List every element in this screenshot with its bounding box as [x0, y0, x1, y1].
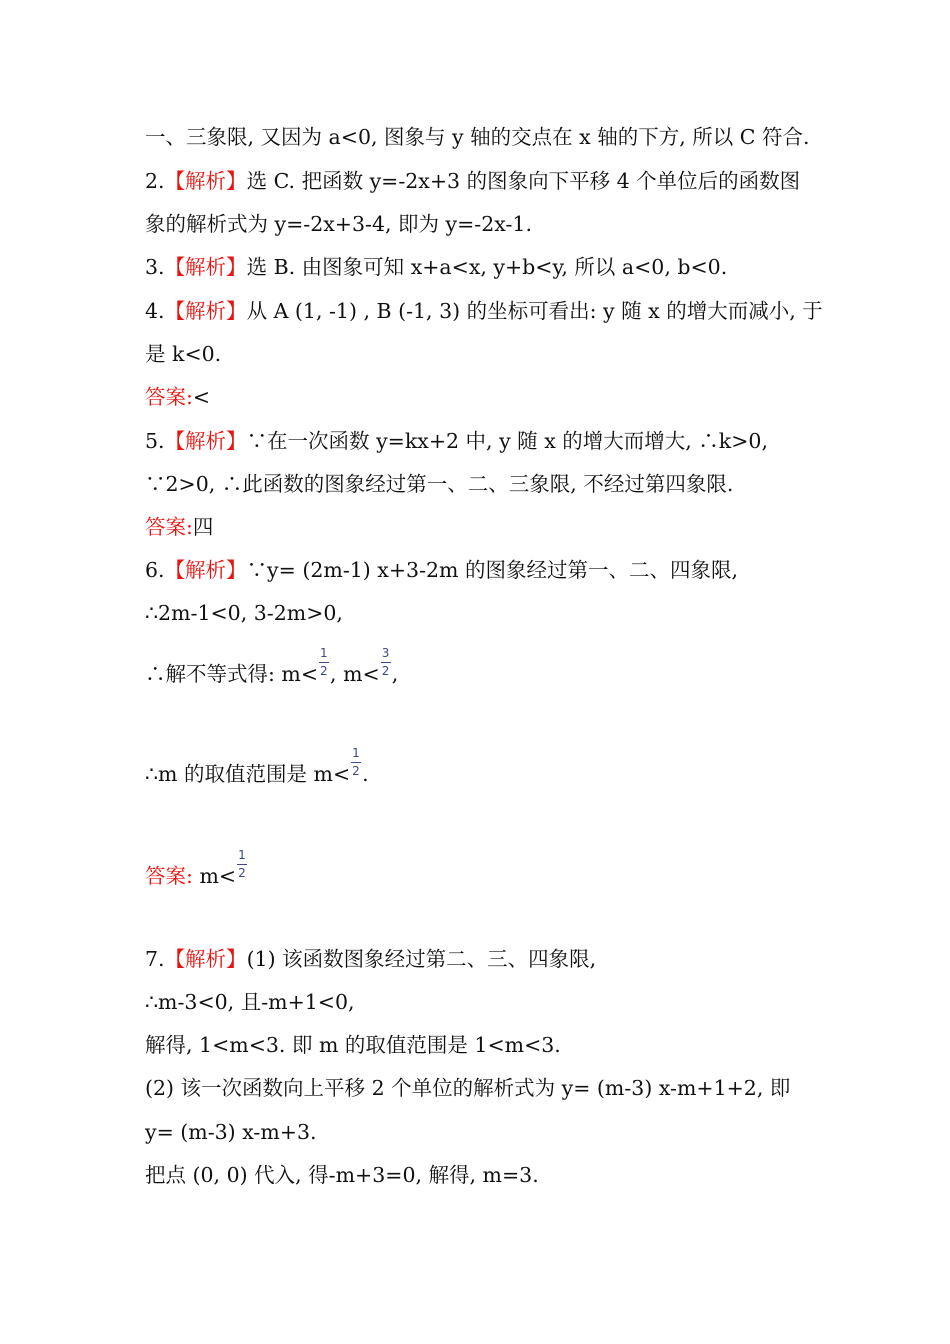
analysis-tag: 【解析】	[164, 255, 247, 279]
solution-6-line-1	[145, 556, 738, 584]
fraction-bar	[319, 662, 329, 663]
text: .	[362, 762, 369, 786]
answer-6	[145, 848, 248, 890]
analysis-tag: 【解析】	[164, 947, 247, 971]
fraction-bar	[237, 864, 247, 865]
fraction-denominator: 2	[238, 866, 246, 880]
analysis-tag: 【解析】	[164, 169, 247, 193]
analysis-tag: 【解析】	[164, 429, 247, 453]
fraction-denominator: 2	[381, 664, 390, 678]
fraction-numerator: 1	[320, 646, 328, 660]
fraction	[318, 646, 330, 688]
text-line: 解得, 1<m<3. 即 m 的取值范围是 1<m<3.	[145, 1033, 561, 1057]
item-number: 3.	[145, 255, 165, 279]
fraction-numerator: 1	[352, 746, 360, 760]
solution-2-line-1	[145, 167, 800, 195]
solution-5-line-1	[145, 427, 768, 455]
inequality-line	[145, 646, 399, 688]
fraction-denominator: 2	[352, 764, 360, 778]
fraction	[350, 746, 362, 788]
answer-label: 答案:	[145, 515, 193, 539]
text: ,	[391, 662, 399, 686]
text: ∴m 的取值范围是 m<	[145, 762, 351, 786]
text-line: 是 k<0.	[145, 342, 222, 366]
fraction	[236, 848, 248, 890]
item-number: 5.	[145, 429, 165, 453]
text: (1) 该函数图象经过第二、三、四象限,	[246, 947, 597, 971]
text: ∵在一次函数 y=kx+2 中, y 随 x 的增大而增大, ∴k>0,	[246, 429, 768, 453]
answer-5	[145, 513, 213, 541]
fraction-bar	[381, 662, 391, 663]
text: ∴解不等式得: m<	[145, 662, 319, 686]
text-line: 象的解析式为 y=-2x+3-4, 即为 y=-2x-1.	[145, 212, 532, 236]
answer-value: <	[192, 385, 211, 409]
fraction-bar	[351, 762, 361, 763]
answer-4	[145, 383, 210, 411]
text-line: (2) 该一次函数向上平移 2 个单位的解析式为 y= (m-3) x-m+1+2, 即	[145, 1076, 791, 1100]
text-line: 把点 (0, 0) 代入, 得-m+3=0, 解得, m=3.	[145, 1163, 539, 1187]
text-line: ∴m-3<0, 且-m+1<0,	[145, 990, 355, 1014]
fraction-numerator: 1	[238, 848, 246, 862]
text-line: y= (m-3) x-m+3.	[145, 1120, 317, 1144]
text: 选 C. 把函数 y=-2x+3 的图象向下平移 4 个单位后的函数图	[246, 169, 801, 193]
solution-4-line-1	[145, 297, 823, 325]
text: m<	[192, 864, 237, 888]
analysis-tag: 【解析】	[164, 558, 247, 582]
item-number: 6.	[145, 558, 165, 582]
text: , m<	[330, 662, 380, 686]
answer-label: 答案:	[145, 385, 193, 409]
answer-value: 四	[192, 515, 214, 539]
range-line	[145, 746, 369, 788]
text-line: ∵2>0, ∴此函数的图象经过第一、二、三象限, 不经过第四象限.	[145, 472, 734, 496]
item-number: 2.	[145, 169, 165, 193]
text: 从 A (1, -1) , B (-1, 3) 的坐标可看出: y 随 x 的增大而减小, 于	[246, 299, 823, 323]
analysis-tag: 【解析】	[164, 299, 247, 323]
text-line: 一、三象限, 又因为 a<0, 图象与 y 轴的交点在 x 轴的下方, 所以 C 符合.	[145, 125, 810, 149]
text: ∵y= (2m-1) x+3-2m 的图象经过第一、二、四象限,	[246, 558, 739, 582]
solution-7-line-1	[145, 945, 596, 973]
fraction-denominator: 2	[320, 664, 328, 678]
text-line: ∴2m-1<0, 3-2m>0,	[145, 601, 343, 625]
answer-label: 答案:	[145, 864, 193, 888]
text: 选 B. 由图象可知 x+a<x, y+b<y, 所以 a<0, b<0.	[246, 255, 728, 279]
fraction-numerator: 3	[381, 646, 390, 660]
item-number: 7.	[145, 947, 165, 971]
item-number: 4.	[145, 299, 165, 323]
fraction	[380, 646, 392, 688]
solution-3-line	[145, 253, 727, 281]
